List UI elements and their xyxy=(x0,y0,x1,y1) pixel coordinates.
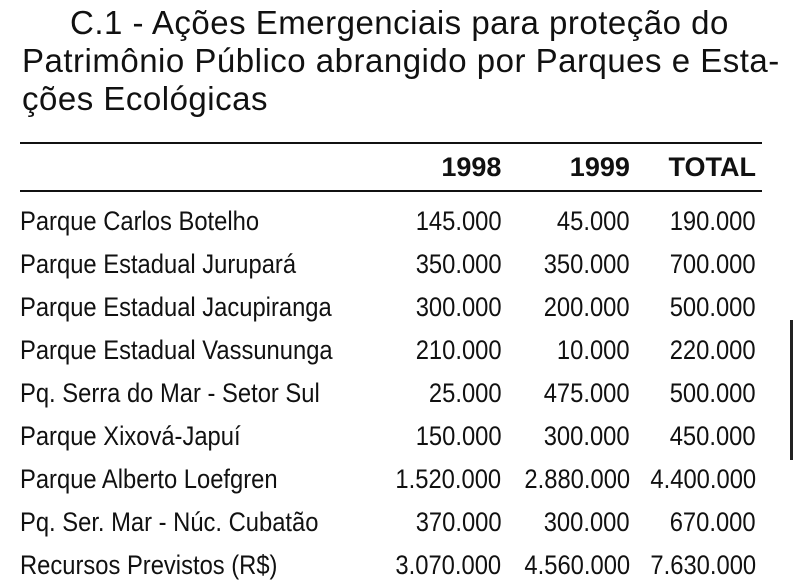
row-value-1998-text: 3.070.000 xyxy=(395,550,502,580)
row-name-text: Parque Alberto Loefgren xyxy=(20,464,278,494)
budget-table xyxy=(20,142,762,587)
row-value-total xyxy=(636,191,762,243)
row-value-1998 xyxy=(381,501,507,544)
document-title xyxy=(22,4,792,118)
row-value-1999 xyxy=(507,191,635,243)
row-name xyxy=(20,372,381,415)
row-name xyxy=(20,286,381,329)
row-value-total xyxy=(636,544,762,587)
row-name xyxy=(20,329,381,372)
row-value-1999 xyxy=(507,501,635,544)
row-value-total-text: 670.000 xyxy=(670,507,756,537)
title-line-3: ções Ecológicas xyxy=(22,80,268,117)
table-row xyxy=(20,329,762,372)
table-row xyxy=(20,243,762,286)
table-header-row xyxy=(20,143,762,191)
row-value-total xyxy=(636,329,762,372)
row-value-total-text: 500.000 xyxy=(670,378,756,408)
row-value-1998 xyxy=(381,415,507,458)
row-value-1999 xyxy=(507,415,635,458)
row-value-1999 xyxy=(507,544,635,587)
row-value-total-text: 450.000 xyxy=(670,421,756,451)
row-value-1998-text: 350.000 xyxy=(415,249,502,279)
row-name xyxy=(20,243,381,286)
row-name xyxy=(20,544,381,587)
table-row xyxy=(20,544,762,587)
row-name-text: Parque Carlos Botelho xyxy=(20,206,260,236)
row-name-text: Pq. Ser. Mar - Núc. Cubatão xyxy=(20,507,319,537)
row-value-1998-text: 210.000 xyxy=(415,335,502,365)
row-value-1998-text: 145.000 xyxy=(415,206,502,236)
margin-mark xyxy=(790,320,793,460)
row-value-total-text: 190.000 xyxy=(670,206,756,236)
row-value-1999-text: 200.000 xyxy=(543,292,630,322)
row-name-text: Recursos Previstos (R$) xyxy=(20,550,278,580)
row-value-1999-text: 10.000 xyxy=(557,335,630,365)
row-value-total-text: 700.000 xyxy=(670,249,756,279)
row-name xyxy=(20,191,381,243)
row-value-1998-text: 25.000 xyxy=(428,378,502,408)
table-row xyxy=(20,191,762,243)
row-value-total-text: 220.000 xyxy=(670,335,756,365)
row-value-1999 xyxy=(507,243,635,286)
header-1999: 1999 xyxy=(507,143,635,191)
row-name-text: Parque Estadual Jacupiranga xyxy=(20,292,332,322)
row-value-1999-text: 475.000 xyxy=(543,378,630,408)
row-name xyxy=(20,501,381,544)
row-value-total xyxy=(636,372,762,415)
table-row xyxy=(20,501,762,544)
row-value-total xyxy=(636,458,762,501)
title-line-1: C.1 - Ações Emergenciais para proteção do xyxy=(70,4,729,41)
row-value-1999 xyxy=(507,372,635,415)
row-name-text: Pq. Serra do Mar - Setor Sul xyxy=(20,378,320,408)
row-value-1998 xyxy=(381,458,507,501)
row-value-1998 xyxy=(381,329,507,372)
table-body xyxy=(20,191,762,587)
row-value-1999 xyxy=(507,329,635,372)
table-row xyxy=(20,458,762,501)
row-name-text: Parque Estadual Vassununga xyxy=(20,335,333,365)
row-value-total xyxy=(636,415,762,458)
header-1998: 1998 xyxy=(381,143,507,191)
table-row xyxy=(20,286,762,329)
row-value-total xyxy=(636,286,762,329)
row-value-total xyxy=(636,243,762,286)
row-name xyxy=(20,415,381,458)
header-name-column xyxy=(20,143,381,191)
row-value-1999-text: 300.000 xyxy=(543,421,630,451)
row-value-1998-text: 300.000 xyxy=(415,292,502,322)
row-value-1999 xyxy=(507,458,635,501)
row-value-1998 xyxy=(381,191,507,243)
table-row xyxy=(20,372,762,415)
header-total: TOTAL xyxy=(636,143,762,191)
row-value-total-text: 7.630.000 xyxy=(650,550,756,580)
row-value-1999 xyxy=(507,286,635,329)
row-name-text: Parque Estadual Jurupará xyxy=(20,249,297,279)
row-value-total-text: 4.400.000 xyxy=(650,464,756,494)
row-value-1998-text: 1.520.000 xyxy=(395,464,502,494)
row-value-1998 xyxy=(381,372,507,415)
row-value-1998-text: 150.000 xyxy=(415,421,502,451)
row-value-1999-text: 45.000 xyxy=(557,206,630,236)
row-value-total-text: 500.000 xyxy=(670,292,756,322)
row-value-1999-text: 4.560.000 xyxy=(524,550,630,580)
row-value-1998 xyxy=(381,286,507,329)
row-value-total xyxy=(636,501,762,544)
row-name-text: Parque Xixová-Japuí xyxy=(20,421,241,451)
table-row xyxy=(20,415,762,458)
row-value-1999-text: 2.880.000 xyxy=(524,464,630,494)
row-value-1998-text: 370.000 xyxy=(415,507,502,537)
row-value-1998 xyxy=(381,544,507,587)
title-line-2: Patrimônio Público abrangido por Parques e Esta- xyxy=(22,42,780,79)
row-value-1998 xyxy=(381,243,507,286)
row-name xyxy=(20,458,381,501)
row-value-1999-text: 350.000 xyxy=(543,249,630,279)
row-value-1999-text: 300.000 xyxy=(543,507,630,537)
